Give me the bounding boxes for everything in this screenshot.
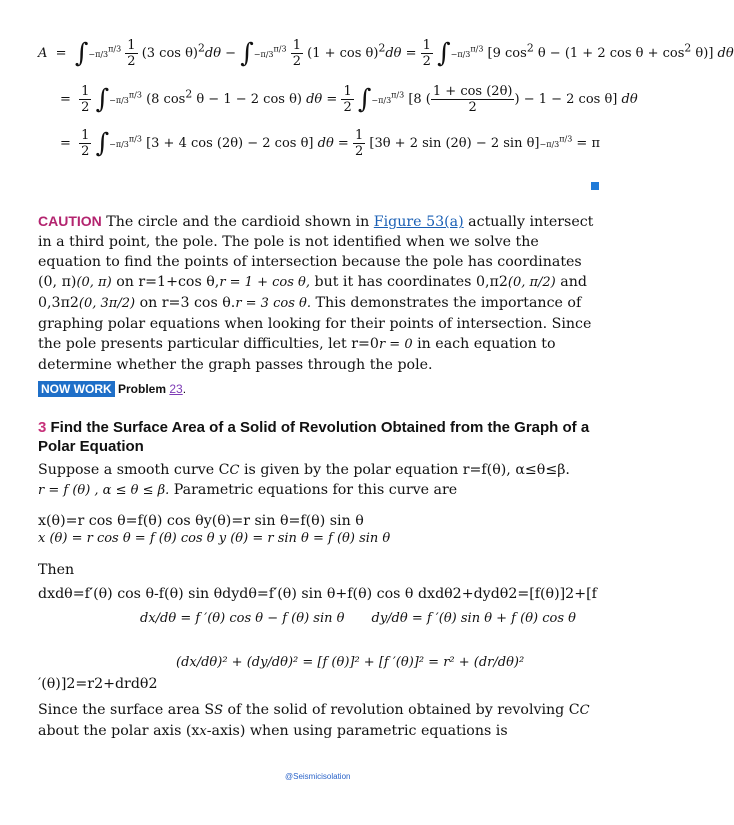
derivative-equations: dx/dθ = f ′(θ) cos θ − f (θ) sin θ dy/dθ = f ′(θ) sin θ + f (θ) cos θ [140, 611, 576, 626]
sum-of-squares-equation: (dx/dθ)² + (dy/dθ)² = [f (θ)]² + [f ′(θ)]² = r² + (dr/dθ)² [176, 655, 525, 670]
now-work-line: NOW WORK Problem 23. [38, 382, 186, 396]
body-line-2: r = f (θ) , α ≤ θ ≤ β. Parametric equations for this curve are [38, 482, 458, 498]
equation-line-3: = $\frac{1}{2}$ $\int-\pi/3^{\pi/3}$ [3 + 4 cos (2θ) − 2 cos θ] dθ = $\frac{1}{2}$ [3θ + 2 sin (2θ) − 2 $\sin \theta]-\pi/3^{\pi/3} = \pi$ [60, 128, 600, 159]
body-line-4: x (θ) = r cos θ = f (θ) cos θ y (θ) = r sin θ = f (θ) sin θ [38, 531, 391, 546]
now-work-badge: NOW WORK [38, 381, 115, 397]
body-line-1: Suppose a smooth curve CC is given by the polar equation r=f(θ), α≤θ≤β. [38, 462, 570, 478]
equation-line-1: $A = \int-\pi/3^{\pi/3}$ $\frac{1}{2}$ (3 $\cos \theta)^2d\theta - \int-\pi/3^{\pi/3}$ $\frac{1}{2}$ $(1 + \cos \theta)^2d\theta$ = $\frac{1}{2}$ $\int-\pi/3^{\pi/3}$ [9 $\cos^2 \theta - (1 + 2$ $\cos \theta + \cos^2 \theta$)] dθ [38, 38, 734, 69]
footer-watermark: @Seismicisolation [285, 772, 351, 781]
caution-paragraph: CAUTION The circle and the cardioid shown in Figure 53(a) actually intersect in a third point, the pole. The pole is not identified when we solve the equation to find the points of intersection because the pole has coordinates (0, π)(0, π) on r=1+cos θ,r = 1 + cos θ, but it has coordinates 0,π2(0, π/2) and 0,3π2(0, 3π/2) on r=3 cos θ.r = 3 cos θ. This demonstrates the importance of graphing polar equations when looking for their points of intersection. Since the pole presents particular difficulties, let r=0r = 0 in each equation to determine whether the graph passes through the pole. [38, 213, 594, 373]
body-line-then: Then [38, 562, 75, 578]
end-of-example-marker [591, 182, 599, 190]
body-line-r2: ′(θ)]2=r2+drdθ2 [38, 676, 158, 692]
section-heading: 3 Find the Surface Area of a Solid of Revolution Obtained from the Graph of a Polar Equation [38, 419, 590, 455]
equation-line-2: = $\frac{1}{2}$ $\int-\pi/3^{\pi/3}$ (8 $\cos^2 \theta - 1 - 2$ cos θ) dθ = $\frac{1}{2}$ $\int-\pi/3^{\pi/3}$ [8 ( $\frac{1 + \cos (2\theta)}{2}$ ) − 1 − 2 cos θ] dθ [60, 84, 638, 115]
figure-link[interactable]: Figure 53(a) [373, 214, 464, 230]
problem-link[interactable]: 23 [169, 382, 183, 396]
caution-label: CAUTION [38, 213, 102, 229]
body-line-surface: Since the surface area SS of the solid of revolution obtained by revolving CC about the polar axis (xx-axis) when using parametric equations is [38, 702, 590, 739]
section-number: 3 [38, 419, 47, 436]
body-line-derivs: dxdθ=f′(θ) cos θ-f(θ) sin θdydθ=f′(θ) sin θ+f(θ) cos θ dxdθ2+dydθ2=[f(θ)]2+[f [38, 586, 597, 602]
body-line-3: x(θ)=r cos θ=f(θ) cos θy(θ)=r sin θ=f(θ) sin θ [38, 513, 364, 529]
